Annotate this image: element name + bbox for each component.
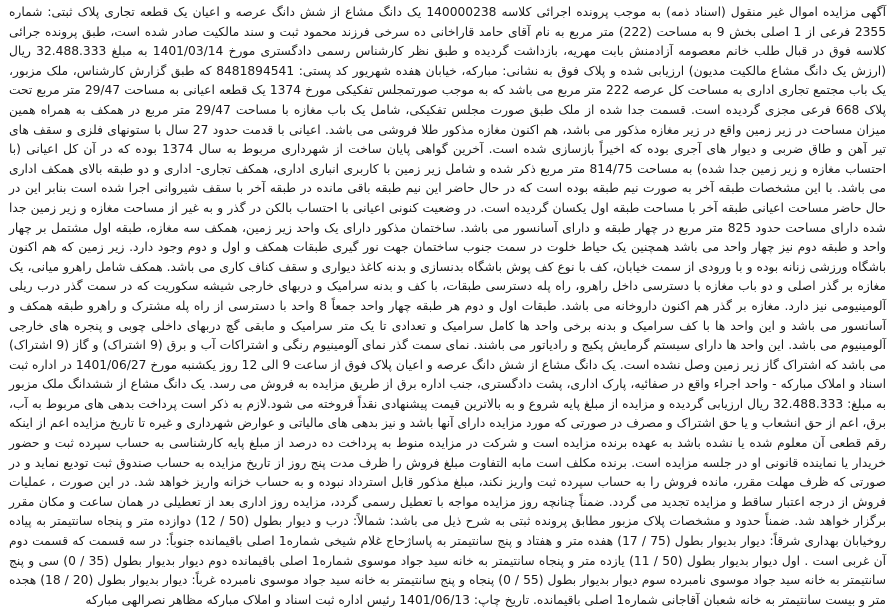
auction-notice-text: آگهی مزایده اموال غیر منقول (اسناد ذمه) به موجب پرونده اجرائی کلاسه 140000238 یک دانگ مشاع از شش دانگ عرصه و اعیان یک قطعه تجاری پلاک ثبتی: شماره 2355 فرعی از 1 اصلی بخش 9 به مساحت (222) متر مربع به نام آقای حامد قاراخانی ده سرخی فرزند محمود ثبت و سند مالکیت صادر شده است، طبق پرونده جرائی کلاسه فوق در قبال طلب خانم معصومه آزادمنش بابت مهریه، بازداشت گردیده و طبق نظر کارشناس رسمی دادگستری مورخ 1401/03/14 به مبلغ 32.488.333 ریال (ارزش یک دانگ مشاع مالکیت مدیون) ارزیابی شده و پلاک فوق به نشانی: مبارکه، خیابان هفده شهریور کد پستی: 8481894541 که طبق گزارش کارشناس، ملک مزبور، یک باب مجتمع تجاری اداری به مساحت کل عرصه 222 متر مربع می باشد که به موجب صورتمجلس تفکیکی مورخ 1374 یک قطعه اعیانی به مساحت 29/47 متر مربع تحت پلاک 668 فرعی مجزی گردیده است. قسمت جدا شده از ملک طبق صورت مجلس تفکیکی، شامل یک باب مغازه با مساحت 29/47 متر مربع در همکف به همراه همین میزان مساحت در زیر زمین واقع در زیر مغازه مذکور می باشد، هم اکنون مغازه مذکور طلا فروشی می باشد. اعیانی با قدمت حدود 27 سال با ستونهای فلزی و سقف های تیر آهن و طاق ضربی و دیوار های آجری بوده که اخیراً بازسازی شده است. آخرین گواهی پایان ساخت از شهرداری مربوط به سال 1374 بوده که در آن کل اعیانی (با احتساب مغازه و زیر زمین جدا شده) به مساحت 814/75 متر مربع ذکر شده و شامل زیر زمین با کاربری انباری اداری، همکف تجاری- اداری و دو طبقه بالای همکف اداری می باشد. با این مشخصات طبقه آخر به صورت نیم طبقه بوده است که در حال حاضر این نیم طبقه باقی مانده در طبقه آخر با سقف شیروانی اجرا شده است بنابر این در حال حاضر مساحت اعیانی طبقه آخر با مساحت طبقه اول یکسان گردیده است. در وضعیت کنونی اعیانی با احتساب بالکن در گذر و به غیر از مساحت مغازه و زیر زمین جدا شده دارای مساحت حدود 825 متر مربع در چهار طبقه و دارای آسانسور می باشد. ساختمان مذکور دارای یک واحد زیر زمین، همکف سه مغازه، طبقه اول مشتمل بر چهار واحد و طبقه دوم نیز چهار واحد می باشد همچنین یک حیاط خلوت در سمت جنوب ساختمان جهت نور گیری طبقات همکف و اول و دوم وجود دارد. زیر زمین که هم اکنون باشگاه ورزشی زنانه بوده و با ورودی از سمت خیابان، کف با نوع کف پوش باشگاه بدنسازی و بدنه کاغذ دیواری و سقف کناف کاری می باشد. همکف شامل راهرو میانی، یک مغازه بر گذر اصلی و دو باب مغازه با دسترسی داخل راهرو، راه پله دسترسی طبقات، با کف و بدنه سرامیک و دربهای خارجی شیشه سکوریت که در سمت گذر درب ریلی آلومینیومی نیز دارد. مغازه بر گذر هم اکنون داروخانه می باشد. طبقات اول و دوم هر طبقه چهار واحد جمعاً 8 واحد با دسترسی از راه پله مشترک و راهرو طبقه همکف و آسانسور می باشد و این واحد ها با کف سرامیک و بدنه برخی واحد ها کامل سرامیک و تعدادی تا یک متر سرامیک و مابقی گچ دربهای داخلی چوبی و پنجره های خارجی آلومینیوم می باشد. این واحد ها دارای سیستم گرمایش پکیج و رادیاتور می باشند. نمای سمت گذر نمای آلومینیوم رنگی و اشتراکات آب و برق (9 اشتراک) و گاز (9 اشتراک) می باشد که اشتراک گاز زیر زمین وصل نشده است. یک دانگ مشاع از شش دانگ عرصه و اعیان پلاک فوق از ساعت 9 الی 12 روز یکشنبه مورخ 1401/06/27 در اداره ثبت اسناد و املاک مبارکه - واحد اجراء واقع در صفائیه، پارک اداری، پشت دادگستری، جنب اداره برق از طریق مزایده به فروش می رسد. یک دانگ مشاع از ششدانگ ملک مزبور به مبلغ: 32.488.333 ریال ارزیابی گردیده و مزایده از مبلغ پایه شروع و به بالاترین قیمت پیشنهادی نقداً فروخته می شود.لازم به ذکر است پرداخت بدهی های مربوط به آب، برق، اعم از حق انشعاب و یا حق اشتراک و مصرف در صورتی که مورد مزایده دارای آنها باشد و نیز بدهی های مالیاتی و عوارض شهرداری و غیره تا تاریخ مزایده اعم از اینکه رقم قطعی آن معلوم شده یا نشده باشد به عهده برنده مزایده است و شرکت در مزایده منوط به پرداخت ده درصد از مبلغ پایه کارشناسی به حساب سپرده ثبت و حضور خریدار یا نماینده قانونی او در جلسه مزایده است. برنده مکلف است مابه التفاوت مبلغ فروش را ظرف مدت پنج روز از تاریخ مزایده به حساب صندوق ثبت تودیع نماید و در صورتی که ظرف مهلت مقرر، مانده فروش را به حساب سپرده ثبت واریز نکند، مبلغ مذکور قابل استرداد نبوده و به حساب خزانه واریز خواهد شد. در این صورت ، عملیات فروش از درجه اعتبار ساقط و مزایده تجدید می گردد. ضمناً چنانچه روز مزایده مواجه با تعطیل رسمی گردد، مزایده روز اداری بعد از تعطیلی در همان ساعت و مکان مقرر برگزار خواهد شد. ضمناً حدود و مشخصات پلاک مزبور مطابق پرونده ثبتی به شرح ذیل می باشد: شمالاً: درب و دیوار بطول (50 / 12) دوازده متر و پنجاه سانتیمتر به پیاده روخیابان بهداری شرقاً: دیوار بدیوار بطول (75 / 17) هفده متر و هفتاد و پنج سانتیمتر به پاساژحاج غلام شیخی شماره1 اصلی باقیمانده جنوباً: در سه قسمت که قسمت دوم آن غربی است . اول دیوار بدیوار بطول (50 / 11) یازده متر و پنجاه سانتیمتر به خانه سید جواد موسوی شماره1 اصلی باقیمانده دوم دیوار بدیوار بطول (35 / 0) سی و پنج سانتیمتر به خانه سید جواد موسوی نامبرده سوم دیوار بدیوار بطول (55 / 0) پنجاه و پنج سانتیمتر به خانه سید جواد موسوی نامبرده غرباً: دیوار بدیوار بطول (20 / 18) هجده متر و بیست سانتیمتر به خانه شعبان آقاجانی شماره1 اصلی باقیمانده. تاریخ چاپ: 1401/06/13 رئیس اداره ثبت اسناد و املاک مبارکه مظاهر نصرالهی مبارکه	[9, 5, 887, 607]
